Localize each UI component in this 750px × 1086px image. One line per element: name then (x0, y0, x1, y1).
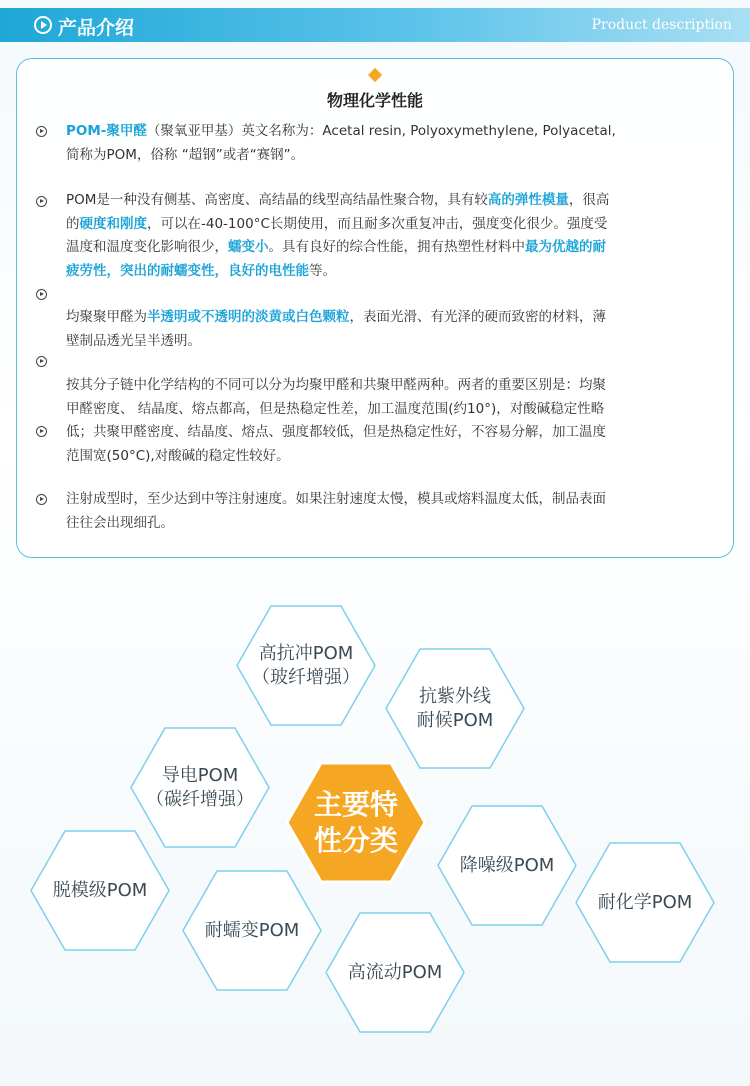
paragraph-text: 等。 (309, 262, 336, 279)
highlight-text: 疲劳性，突出的耐蠕变性，良好的电性能 (66, 262, 309, 279)
hex-high-impact (236, 605, 376, 726)
bullet-arrow-icon (36, 126, 47, 137)
paragraph-text: 按其分子链中化学结构的不同可以分为均聚甲醛和共聚甲醛两种。两者的重要区别是：均聚 (66, 377, 606, 393)
bullet-arrow-icon (36, 426, 47, 437)
hex-label: 降噪级POM (459, 854, 555, 876)
hex-high-flow (325, 912, 465, 1033)
paragraph-text: 温度和温度变化影响很少， (66, 239, 228, 255)
highlight-text: 高的弹性模量 (487, 192, 569, 208)
paragraph-text: ，很高 (568, 192, 610, 208)
paragraph-text: 甲醛密度、 结晶度、熔点都高，但是热稳定性差，加工温度范围(约10°)，对酸碱稳定性略 (66, 400, 605, 417)
hex-label: 高流动POM (347, 961, 443, 983)
highlight-text: 硬度和刚度 (79, 215, 147, 232)
paragraph-text: 均聚聚甲醛为 (66, 309, 147, 325)
hex-label: 高抗冲POM (258, 642, 354, 664)
play-circle-icon (34, 16, 52, 34)
hex-label: 性分类 (313, 823, 398, 857)
hex-label: 主要特 (313, 787, 398, 821)
paragraph-pom-properties (66, 189, 706, 283)
paragraph-text: 壁制品透光呈半透明。 (66, 332, 201, 349)
paragraph-text: 。具有良好的综合性能，拥有热塑性材料中 (268, 239, 525, 255)
hex-label: 抗紫外线 (419, 685, 491, 707)
hex-center-main-categories (286, 762, 426, 883)
hex-mold-release (30, 830, 170, 951)
paragraph-text: 范围宽(50°C),对酸碱的稳定性较好。 (66, 447, 290, 464)
hex-chemical-resistant (575, 842, 715, 963)
paragraph-text: ，表面光滑、有光泽的硬而致密的材料，薄 (349, 309, 606, 325)
bullet-arrow-icon (36, 289, 47, 300)
paragraph-pom-name (66, 120, 706, 167)
hex-creep-resistant (182, 870, 322, 991)
paragraph-text: ，可以在-40-100°C长期使用，而且耐多次重复冲击，强度变化很少。强度受 (147, 215, 608, 232)
section-subtitle: Product description (591, 17, 732, 33)
highlight-text: 半透明或不透明的淡黄或白色颗粒 (147, 309, 350, 325)
paragraph-text: 低；共聚甲醛密度、结晶度、熔点、强度都较低，但是热稳定性好，不容易分解，加工温度 (66, 424, 606, 440)
paragraph-text: 注射成型时，至少达到中等注射速度。如果注射速度太慢，模具或熔料温度太低，制品表面 (66, 491, 606, 507)
bullet-arrow-icon (36, 494, 47, 505)
highlight-text: POM-聚甲醛 (66, 123, 147, 139)
hex-label: 耐候POM (416, 709, 494, 731)
hex-label: （玻纤增强） (252, 666, 360, 688)
paragraph-text: （聚氧亚甲基）英文名称为：Acetal resin, Polyoxymethylene, Polyacetal, (146, 123, 616, 139)
highlight-text: 蠕变小 (228, 239, 269, 255)
hex-uv-resistant (385, 648, 525, 769)
bullet-arrow-icon (36, 356, 47, 367)
highlight-text: 最为优越的耐 (525, 239, 606, 255)
hex-label: 耐蠕变POM (204, 919, 300, 941)
paragraph-injection (66, 488, 706, 535)
paragraph-text: 简称为POM，俗称 “超钢”或者“赛钢”。 (66, 146, 305, 163)
bullet-arrow-icon (36, 196, 47, 207)
section-header (0, 8, 750, 42)
hex-label: 耐化学POM (597, 891, 693, 913)
paragraph-structure (66, 374, 706, 468)
paragraph-text: 往往会出现细孔。 (66, 514, 174, 531)
paragraph-text: POM是一种没有侧基、高密度、高结晶的线型高结晶性聚合物，具有较 (66, 192, 488, 208)
hex-label: 脱模级POM (52, 879, 148, 901)
hex-label: （碳纤增强） (146, 788, 254, 810)
paragraph-text: 的 (66, 215, 80, 232)
paragraph-homopolymer (66, 306, 706, 353)
hex-low-noise (437, 805, 577, 926)
section-title: 产品介绍 (58, 17, 135, 39)
hex-label: 导电POM (161, 764, 239, 786)
card-title: 物理化学性能 (326, 91, 423, 110)
